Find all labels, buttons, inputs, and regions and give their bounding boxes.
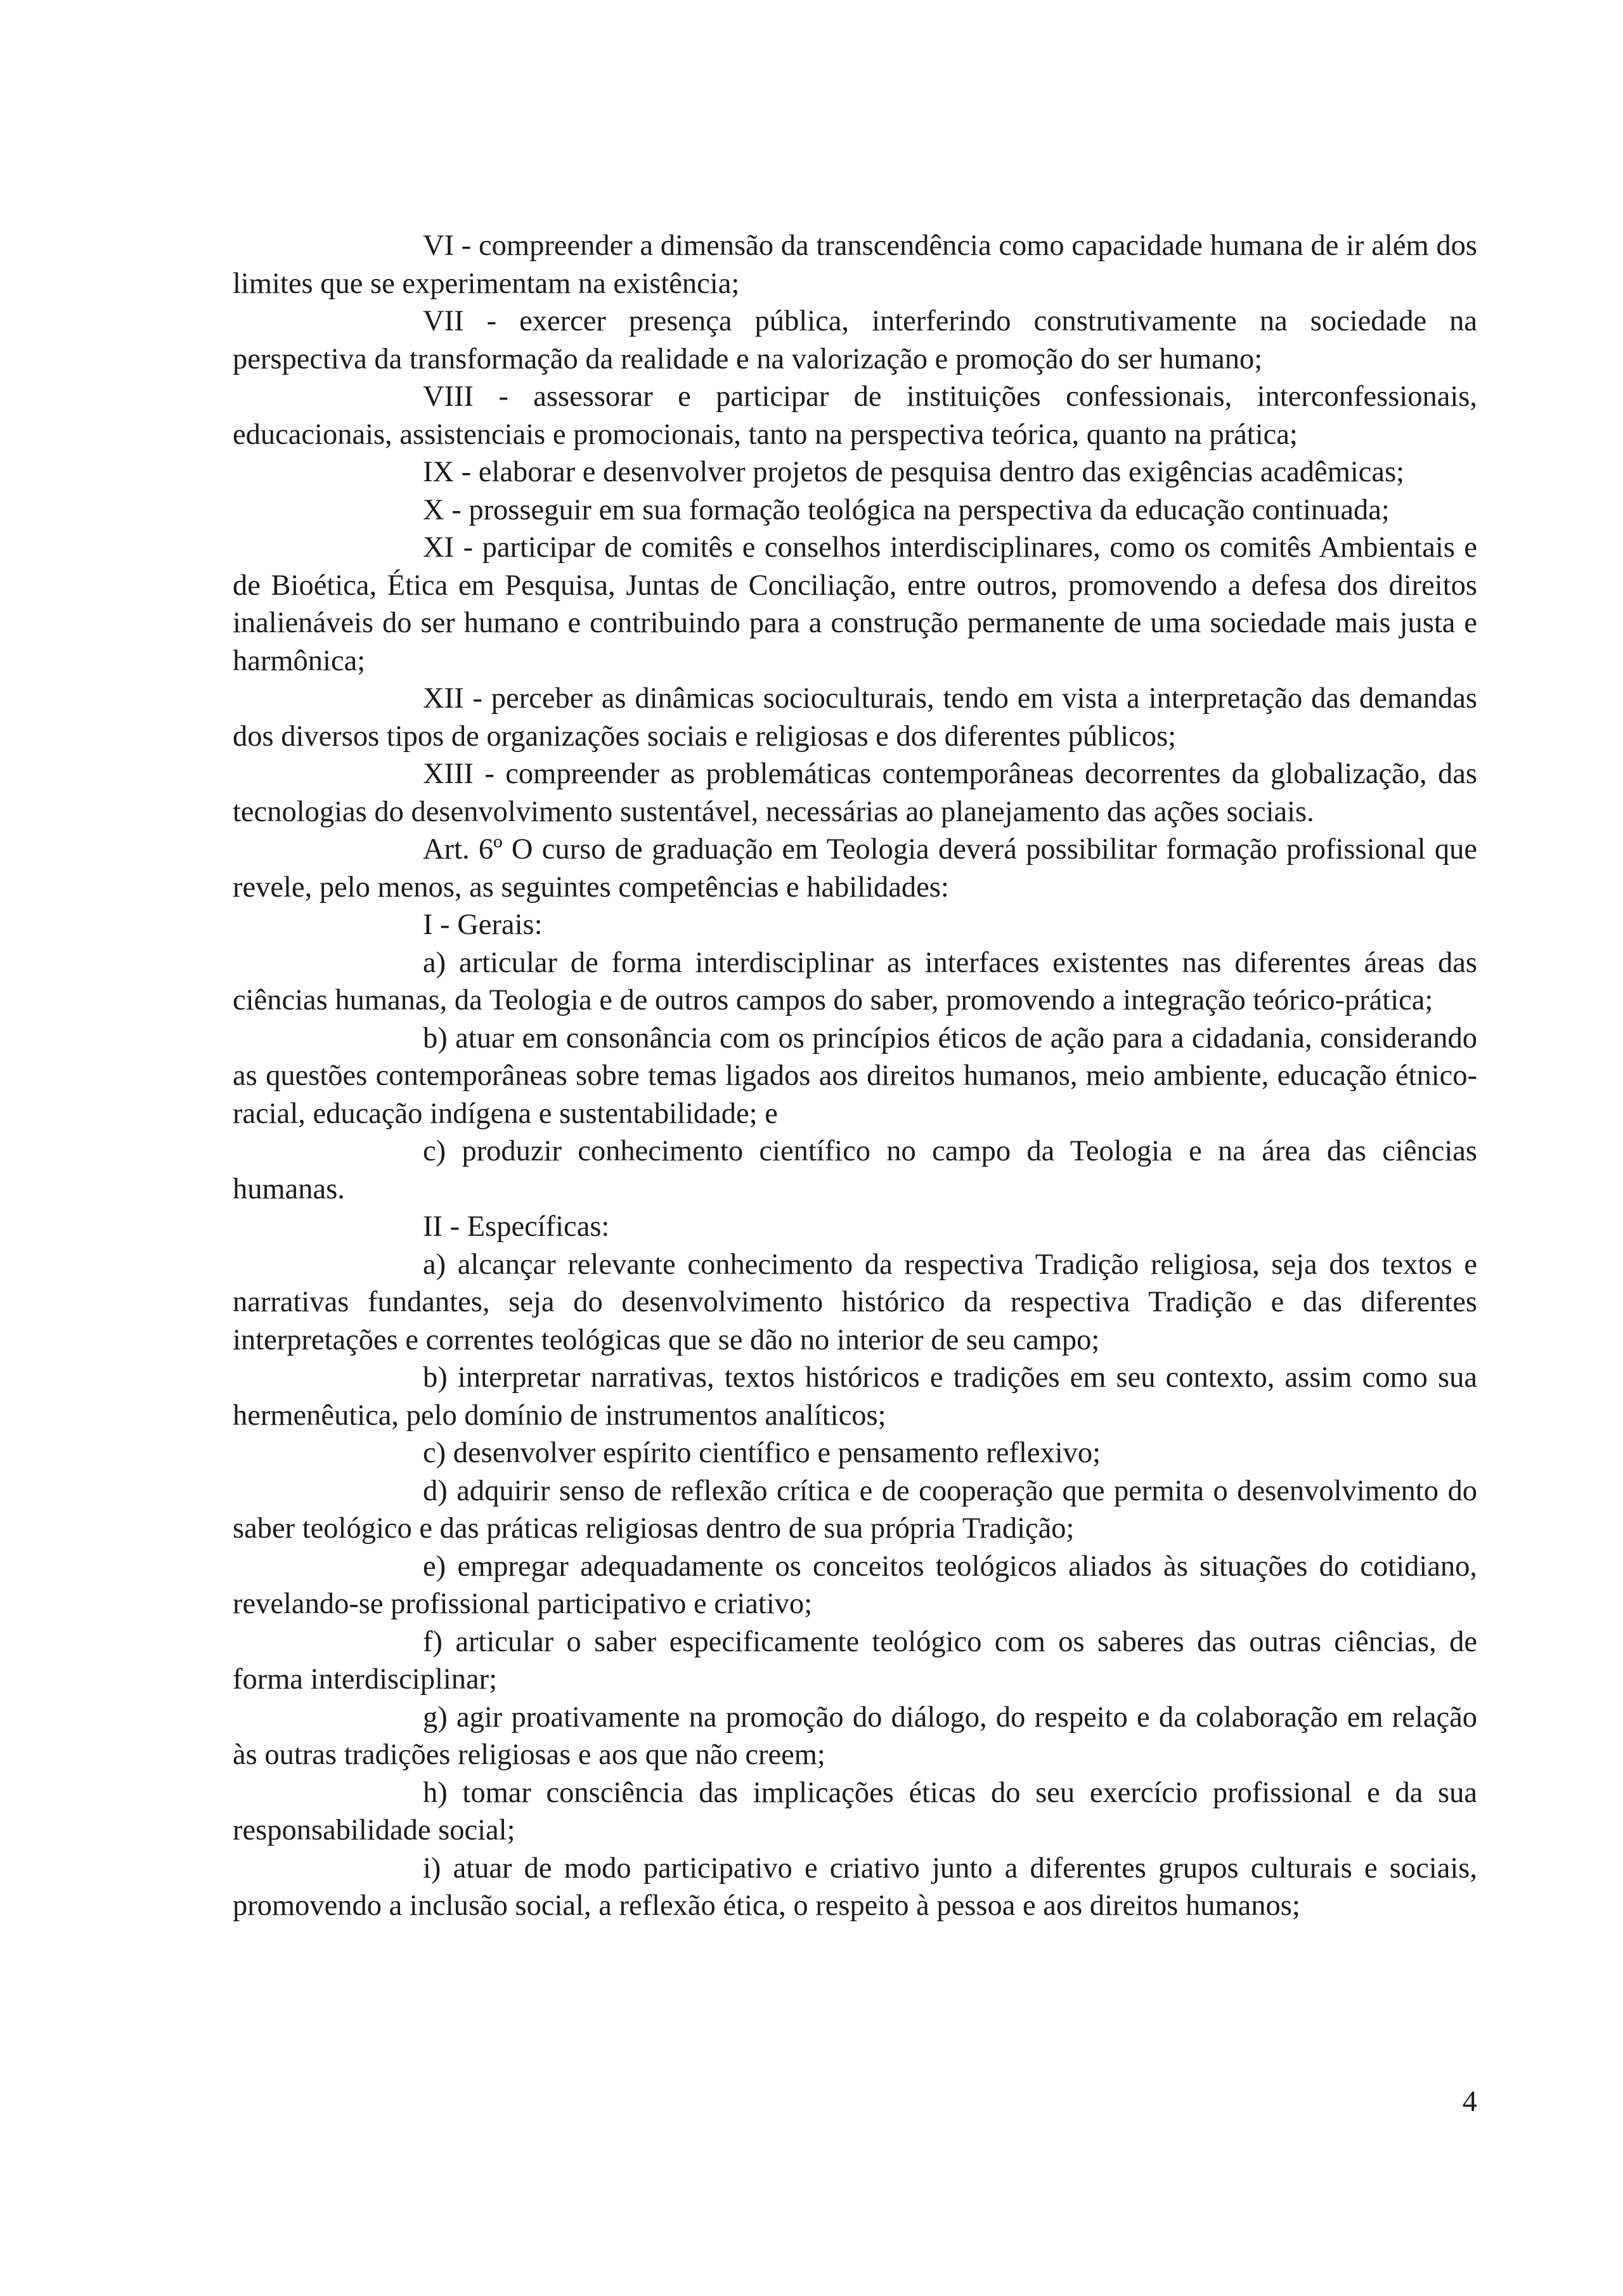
paragraph-especificas-e: e) empregar adequadamente os conceitos teológicos aliados às situações do cotidiano, revelando-se profissional participativo e criativo; <box>233 1550 1477 1620</box>
heading-especificas: II - Específicas: <box>423 1210 610 1243</box>
paragraph-especificas-h: h) tomar consciência das implicações éticas do seu exercício profissional e da sua responsabilidade social; <box>233 1776 1477 1846</box>
paragraph-especificas-i: i) atuar de modo participativo e criativo junto a diferentes grupos culturais e sociais, promovendo a inclusão social, a reflexão ética, o respeito à pessoa e aos direitos humanos; <box>233 1852 1477 1922</box>
paragraph-especificas-c: c) desenvolver espírito científico e pensamento reflexivo; <box>423 1437 1101 1469</box>
paragraph-x: X - prosseguir em sua formação teológica na perspectiva da educação continuada; <box>423 493 1390 526</box>
paragraph-especificas-g: g) agir proativamente na promoção do diálogo, do respeito e da colaboração em relação às outras tradições religiosas e aos que não creem; <box>233 1701 1477 1771</box>
paragraph-gerais-c: c) produzir conhecimento científico no campo da Teologia e na área das ciências humanas. <box>233 1135 1477 1205</box>
paragraph-gerais-b: b) atuar em consonância com os princípios éticos de ação para a cidadania, considerando as questões contemporâneas sobre temas ligados aos direitos humanos, meio ambiente, educação étnico-racial, educação indígena e sustentabilidade; e <box>233 1022 1477 1130</box>
paragraph-vi: VI - compreender a dimensão da transcendência como capacidade humana de ir além dos limites que se experimentam na existência; <box>233 230 1477 300</box>
paragraph-especificas-a: a) alcançar relevante conhecimento da respectiva Tradição religiosa, seja dos textos e narrativas fundantes, seja do desenvolvimento histórico da respectiva Tradição e das diferentes interpretações e correntes teológicas que se dão no interior de seu campo; <box>233 1248 1477 1356</box>
paragraph-ix: IX - elaborar e desenvolver projetos de pesquisa dentro das exigências acadêmicas; <box>423 456 1405 488</box>
document-body <box>233 227 1477 1925</box>
paragraph-gerais-a: a) articular de forma interdisciplinar as interfaces existentes nas diferentes áreas das ciências humanas, da Teologia e de outros campos do saber, promovendo a integração teórico-prática; <box>233 946 1477 1016</box>
paragraph-vii: VII - exercer presença pública, interferindo construtivamente na sociedade na perspectiva da transformação da realidade e na valorização e promoção do ser humano; <box>233 305 1477 375</box>
paragraph-especificas-f: f) articular o saber especificamente teológico com os saberes das outras ciências, de forma interdisciplinar; <box>233 1625 1477 1696</box>
paragraph-xiii: XIII - compreender as problemáticas contemporâneas decorrentes da globalização, das tecnologias do desenvolvimento sustentável, necessárias ao planejamento das ações sociais. <box>233 758 1477 828</box>
heading-gerais: I - Gerais: <box>423 909 543 941</box>
paragraph-viii: VIII - assessorar e participar de instituições confessionais, interconfessionais, educacionais, assistenciais e promocionais, tanto na perspectiva teórica, quanto na prática; <box>233 380 1477 451</box>
paragraph-xi: XI - participar de comitês e conselhos interdisciplinares, como os comitês Ambientais e de Bioética, Ética em Pesquisa, Juntas de Conciliação, entre outros, promovendo a defesa dos direitos inalienáveis do ser humano e contribuindo para a construção permanente de uma sociedade mais justa e harmônica; <box>233 531 1477 677</box>
paragraph-especificas-b: b) interpretar narrativas, textos históricos e tradições em seu contexto, assim como sua hermenêutica, pelo domínio de instrumentos analíticos; <box>233 1361 1477 1432</box>
page-number: 4 <box>1462 2085 1477 2118</box>
paragraph-art-6: Art. 6º O curso de graduação em Teologia deverá possibilitar formação profissional que revele, pelo menos, as seguintes competências e habilidades: <box>233 833 1477 904</box>
paragraph-especificas-d: d) adquirir senso de reflexão crítica e de cooperação que permita o desenvolvimento do saber teológico e das práticas religiosas dentro de sua própria Tradição; <box>233 1474 1477 1545</box>
paragraph-xii: XII - perceber as dinâmicas socioculturais, tendo em vista a interpretação das demandas dos diversos tipos de organizações sociais e religiosas e dos diferentes públicos; <box>233 682 1477 753</box>
